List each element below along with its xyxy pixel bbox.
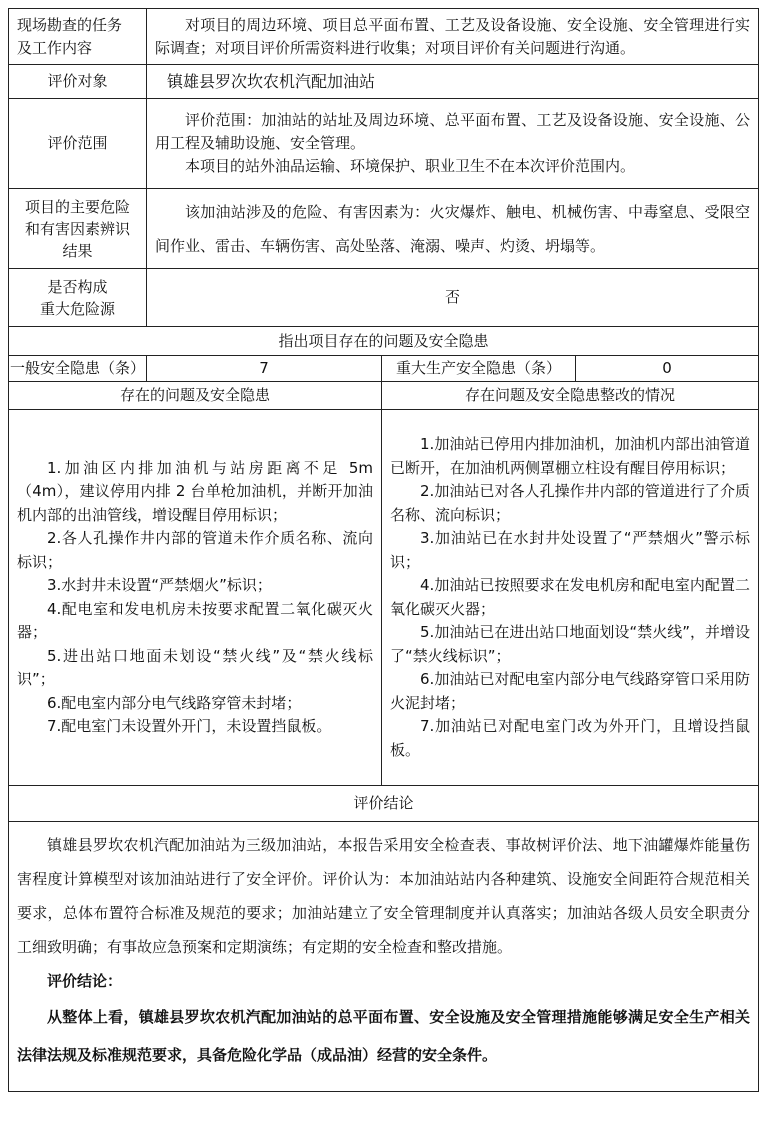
survey-content: 对项目的周边环境、项目总平面布置、工艺及设备设施、安全设施、安全管理进行实际调查；对项目评价所需资料进行收集；对项目评价有关问题进行沟通。: [155, 15, 751, 57]
major-issues-label: 重大生产安全隐患（条）: [382, 356, 576, 382]
scope-row: [9, 99, 759, 189]
conclusion-body-cell: [9, 822, 759, 1092]
conclusion-final: 从整体上看，镇雄县罗坎农机汽配加油站的总平面布置、安全设施及安全管理措施能够满足安全生产相关法律法规及标准规范要求，具备危险化学品（成品油）经营的安全条件。: [17, 1008, 751, 1064]
issues-left-list: [9, 410, 382, 786]
issues-right-list: [382, 410, 759, 786]
issue-item-1: 1.加油区内排加油机与站房距离不足 5m（4m），建议停用内排 2 台单枪加油机，并断开加油机内部的出油管线，增设醒目停用标识；: [17, 458, 373, 524]
major-hazard-label-line1: 是否构成: [47, 277, 108, 296]
issue-item-2: 2.各人孔操作井内部的管道未作介质名称、流向标识；: [17, 529, 373, 571]
major-hazard-label-line2: 重大危险源: [39, 299, 115, 318]
fix-item-2: 2.加油站已对各人孔操作井内部的管道进行了介质名称、流向标识；: [390, 482, 751, 524]
hazards-label-line1: 项目的主要危险: [24, 197, 130, 216]
conclusion-heading: 评价结论：: [47, 972, 123, 990]
object-content-cell: [147, 65, 759, 99]
major-hazard-value: 否: [147, 269, 759, 327]
general-issues-label: 一般安全隐患（条）: [9, 356, 147, 382]
issues-lists-row: [9, 410, 759, 786]
major-hazard-label: [9, 269, 147, 327]
fix-item-4: 4.加油站已按照要求在发电机房和配电室内配置二氧化碳灭火器；: [390, 576, 751, 618]
survey-label: [9, 9, 147, 65]
scope-paragraph-2: 本项目的站外油品运输、环境保护、职业卫生不在本次评价范围内。: [185, 157, 636, 175]
conclusion-title-row: [9, 786, 759, 822]
issues-right-header: 存在问题及安全隐患整改的情况: [382, 382, 759, 410]
fix-item-7: 7.加油站已对配电室门改为外开门，且增设挡鼠板。: [390, 717, 751, 759]
issue-item-4: 4.配电室和发电机房未按要求配置二氧化碳灭火器；: [17, 599, 373, 641]
scope-content-cell: [147, 99, 759, 189]
major-hazard-row: [9, 269, 759, 327]
survey-label-line2: 及工作内容: [17, 38, 93, 57]
issues-section-title: 指出项目存在的问题及安全隐患: [9, 327, 759, 356]
issue-item-6: 6.配电室内部分电气线路穿管未封堵；: [47, 693, 302, 712]
hazards-content: 该加油站涉及的危险、有害因素为：火灾爆炸、触电、机械伤害、中毒窒息、受限空间作业、雷击、车辆伤害、高处坠落、淹溺、噪声、灼烫、坍塌等。: [155, 202, 751, 255]
evaluation-form: [8, 8, 758, 1092]
object-row: [9, 65, 759, 99]
issues-left-header: 存在的问题及安全隐患: [9, 382, 382, 410]
general-issues-count: 7: [147, 356, 382, 382]
object-label: 评价对象: [9, 65, 147, 99]
fix-item-6: 6.加油站已对配电室内部分电气线路穿管口采用防火泥封堵；: [390, 670, 751, 712]
hazards-label-line2: 和有害因素辨识: [24, 219, 130, 238]
object-content: 镇雄县罗次坎农机汽配加油站: [167, 72, 376, 91]
hazards-label: [9, 189, 147, 269]
hazards-content-cell: [147, 189, 759, 269]
issues-count-row: [9, 356, 759, 382]
issues-title-row: [9, 327, 759, 356]
issue-item-7: 7.配电室门未设置外开门，未设置挡鼠板。: [47, 717, 332, 735]
survey-row: [9, 9, 759, 65]
fix-item-3: 3.加油站已在水封井处设置了“严禁烟火”警示标识；: [390, 529, 751, 571]
survey-label-line1: 现场勘查的任务: [17, 15, 123, 34]
issue-item-5: 5.进出站口地面未划设“禁火线”及“禁火线标识”；: [17, 646, 373, 688]
conclusion-body-row: [9, 822, 759, 1092]
conclusion-section-title: 评价结论: [9, 786, 759, 822]
issues-header-row: [9, 382, 759, 410]
conclusion-body: 镇雄县罗坎农机汽配加油站为三级加油站，本报告采用安全检查表、事故树评价法、地下油罐爆炸能量伤害程度计算模型对该加油站进行了安全评价。评价认为：本加油站站内各种建筑、设施安全间距符合规范相关要求，总体布置符合标准及规范的要求；加油站建立了安全管理制度并认真落实；加油站各级人员安全职责分工细致明确；有事故应急预案和定期演练；有定期的安全检查和整改措施。: [17, 836, 751, 956]
fix-item-5: 5.加油站已在进出站口地面划设“禁火线”，并增设了“禁火线标识”；: [390, 623, 751, 665]
hazards-label-line3: 结果: [62, 241, 93, 260]
issue-item-3: 3.水封井未设置“严禁烟火”标识；: [47, 576, 272, 594]
scope-paragraph-1: 评价范围：加油站的站址及周边环境、总平面布置、工艺及设备设施、安全设施、公用工程及辅助设施、安全管理。: [155, 111, 751, 152]
survey-content-cell: [147, 9, 759, 65]
fix-item-1: 1.加油站已停用内排加油机，加油机内部出油管道已断开，在加油机两侧罩棚立柱设有醒目停用标识；: [390, 435, 751, 477]
hazards-row: [9, 189, 759, 269]
evaluation-table: [8, 8, 759, 1092]
major-issues-count: 0: [576, 356, 759, 382]
scope-label: 评价范围: [9, 99, 147, 189]
